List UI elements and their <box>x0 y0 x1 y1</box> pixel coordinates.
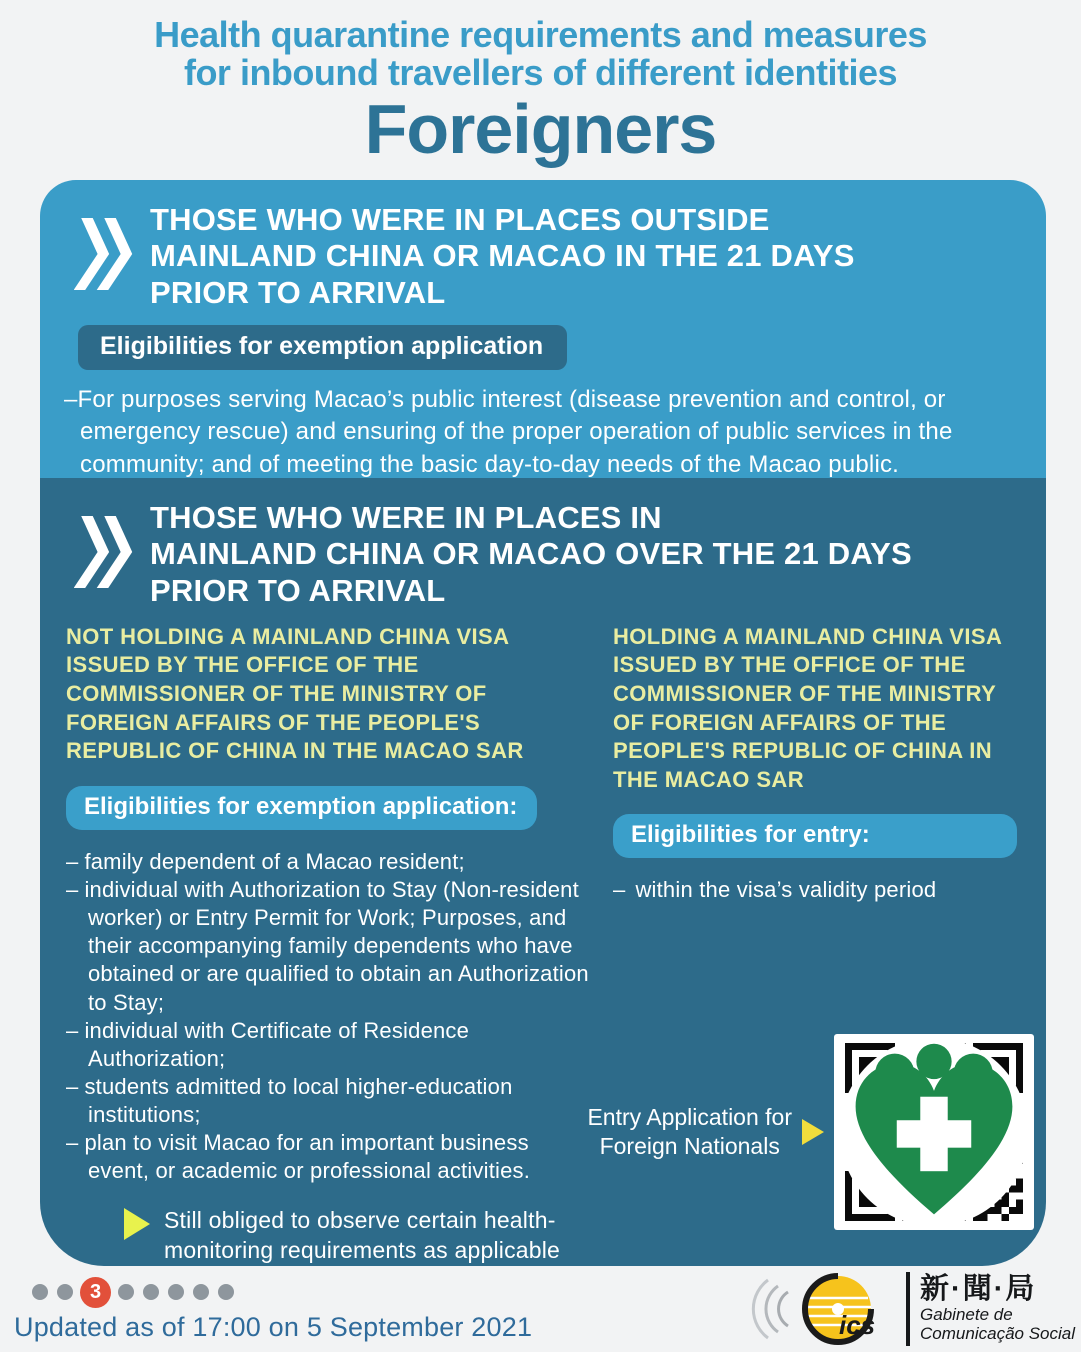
double-chevron-icon <box>74 502 136 602</box>
list-item: – family dependent of a Macao resident; <box>66 848 591 876</box>
qr-code <box>834 1034 1034 1230</box>
no-visa-subheading: NOT HOLDING A MAINLAND CHINA VISA ISSUED BY THE OFFICE OF THE COMMISSIONER OF THE MINISTRY OF FOREIGN AFFAIRS OF THE PEOPLE'S REPUBLIC OF CHINA IN THE MACAO SAR <box>66 623 524 764</box>
heading-line: THOSE WHO WERE IN PLACES IN <box>150 500 662 535</box>
page-dot <box>57 1284 73 1300</box>
gcs-name-portuguese-line2: Comunicação Social <box>920 1324 1075 1344</box>
list-item: – individual with Certificate of Residence Authorization; <box>66 1017 591 1073</box>
list-item: – students admitted to local higher-education institutions; <box>66 1073 591 1129</box>
section-outside-header <box>40 180 1046 311</box>
gcs-emblem-icon <box>746 1266 896 1352</box>
page-title-main: Foreigners <box>364 89 717 168</box>
page-title-block <box>0 0 1081 168</box>
gcs-logo <box>746 1266 1075 1352</box>
heading-line: THOSE WHO WERE IN PLACES OUTSIDE <box>150 202 770 237</box>
exemption-eligibility-list <box>66 848 591 1186</box>
svg-text:ics: ics <box>839 1310 876 1340</box>
page-dot <box>143 1284 159 1300</box>
section-outside-body: –For purposes serving Macao’s public interest (disease prevention and control, or emergency rescue) and ensuring of the proper operation of public services in the community; and of meeting the basic day-to-day needs of the Macao public. <box>64 385 953 479</box>
page-indicator <box>32 1276 532 1308</box>
heading-line: PRIOR TO ARRIVAL <box>150 572 446 608</box>
gcs-name-portuguese-line1: Gabinete de <box>920 1304 1013 1324</box>
gcs-name-chinese: 新·聞·局 <box>920 1273 1037 1306</box>
page-dot <box>193 1284 209 1300</box>
page-dot <box>218 1284 234 1300</box>
page-title-line2: for inbound travellers of different identities <box>183 51 898 93</box>
entry-pill: Eligibilities for entry: <box>613 814 1017 858</box>
qr-caption <box>587 1103 792 1161</box>
heading-line: PRIOR TO ARRIVAL <box>150 274 446 310</box>
exemption-pill-outside: Eligibilities for exemption application <box>78 325 567 370</box>
page-dot <box>118 1284 134 1300</box>
arrow-right-icon <box>802 1119 824 1145</box>
footnote-text: Still obliged to observe certain health-monitoring requirements as applicable <box>164 1207 561 1263</box>
section-outside-panel <box>40 180 1046 478</box>
list-item: – plan to visit Macao for an important business event, or academic or professional activities. <box>66 1129 591 1185</box>
double-chevron-icon <box>74 204 136 304</box>
page-dot-current: 3 <box>80 1277 111 1308</box>
section-outside-heading <box>150 202 855 311</box>
visa-subheading: HOLDING A MAINLAND CHINA VISA ISSUED BY THE OFFICE OF THE COMMISSIONER OF THE MINISTRY OF FOREIGN AFFAIRS OF THE PEOPLE'S REPUBLIC OF CHINA IN THE MACAO SAR <box>613 623 1002 792</box>
list-item: – within the visa’s validity period <box>613 876 1020 904</box>
qr-caption-line: Entry Application for <box>587 1104 792 1131</box>
entry-eligibility-list <box>613 876 1020 904</box>
health-heart-logo-icon <box>834 1034 1034 1230</box>
heading-line: MAINLAND CHINA OR MACAO OVER THE 21 DAYS <box>150 536 912 572</box>
exemption-pill-inside: Eligibilities for exemption application: <box>66 786 537 830</box>
health-monitoring-footnote <box>124 1206 664 1266</box>
section-inside-panel <box>40 478 1046 1266</box>
gcs-logo-text <box>906 1272 1075 1346</box>
arrow-right-icon <box>124 1208 150 1240</box>
no-visa-column <box>66 623 591 1186</box>
list-item: – individual with Authorization to Stay (Non-resident worker) or Entry Permit for Work; Purposes, and their accompanying family dependents who have obtained or are qualified to obtain an Authorization to Stay; <box>66 876 591 1017</box>
page-title-line1: Health quarantine requirements and measures <box>154 14 927 55</box>
qr-block <box>587 1034 1034 1230</box>
section-inside-heading <box>150 500 912 609</box>
qr-caption-line: Foreign Nationals <box>599 1133 780 1159</box>
updated-timestamp: Updated as of 17:00 on 5 September 2021 <box>14 1312 533 1342</box>
page-dot <box>168 1284 184 1300</box>
footer-left <box>14 1276 532 1343</box>
page-dot <box>32 1284 48 1300</box>
section-inside-header <box>40 478 1046 609</box>
heading-line: MAINLAND CHINA OR MACAO IN THE 21 DAYS <box>150 238 855 274</box>
